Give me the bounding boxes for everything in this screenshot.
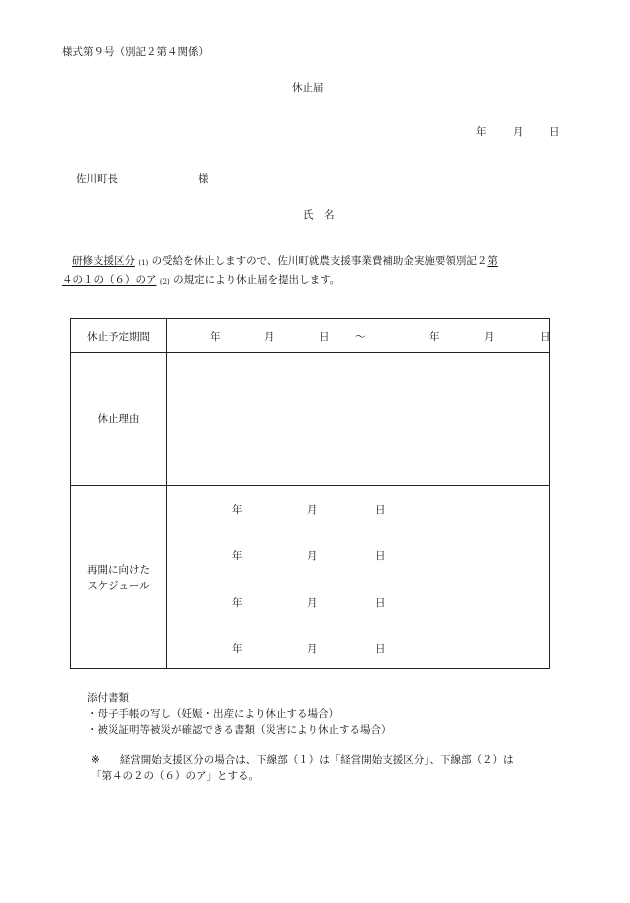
attachment-item-1: ・母子手帳の写し（妊娠・出産により休止する場合） <box>87 708 339 720</box>
document-title: 休止届 <box>292 82 324 94</box>
addressee-name: 佐川町長 <box>76 173 118 185</box>
schedule-label <box>71 562 166 594</box>
underline-part-1: 研修支援区分 <box>72 255 135 267</box>
subscript-2: (2) <box>159 278 170 286</box>
schedule-row-3-day: 日 <box>375 597 386 609</box>
note-mark: ※ <box>91 754 100 766</box>
attachment-item-2: ・被災証明等被災が確認できる書類（災害により休止する場合） <box>87 724 392 736</box>
schedule-row-2-month: 月 <box>307 550 318 562</box>
schedule-row-2-year: 年 <box>232 550 243 562</box>
body-text-2: の受給を休止しますので、佐川町就農支援事業費補助金実施要領別記２ <box>151 255 488 267</box>
period-separator: ～ <box>355 331 366 343</box>
reason-field[interactable] <box>167 353 550 485</box>
schedule-row-4-day: 日 <box>375 643 386 655</box>
suspension-table <box>70 318 550 669</box>
period-label: 休止予定期間 <box>87 331 150 343</box>
schedule-row-3-month: 月 <box>307 597 318 609</box>
note-line-2: 「第４の２の（６）のア」とする。 <box>91 770 259 782</box>
attachments-section <box>87 690 392 738</box>
schedule-row-1-day: 日 <box>375 504 386 516</box>
period-to-day: 日 <box>540 331 551 343</box>
schedule-row-2-day: 日 <box>375 550 386 562</box>
attachments-title: 添付書類 <box>87 692 129 704</box>
schedule-row-3-year: 年 <box>232 597 243 609</box>
underline-part-3: 第 <box>487 255 498 267</box>
subscript-1: (1) <box>138 259 149 267</box>
reason-label: 休止理由 <box>97 413 140 425</box>
period-to-month: 月 <box>484 331 495 343</box>
period-from-month: 月 <box>264 331 275 343</box>
form-number: 様式第９号（別記２第４関係） <box>62 46 209 58</box>
applicant-name-label: 氏 名 <box>303 209 335 221</box>
schedule-row-4-year: 年 <box>232 643 243 655</box>
schedule-row-1-year: 年 <box>232 504 243 516</box>
body-paragraph <box>62 253 562 291</box>
schedule-row-1-month: 月 <box>307 504 318 516</box>
date-year-label: 年 <box>476 126 487 138</box>
date-day-label: 日 <box>549 126 560 138</box>
period-to-year: 年 <box>429 331 440 343</box>
schedule-label-line1: 再開に向けた <box>87 564 150 576</box>
schedule-row-4-month: 月 <box>307 643 318 655</box>
addressee-honorific: 様 <box>198 173 209 185</box>
period-from-year: 年 <box>210 331 221 343</box>
underline-part-4: ４の１の（６）のア <box>62 274 157 286</box>
period-from-day: 日 <box>319 331 330 343</box>
date-month-label: 月 <box>513 126 524 138</box>
note-line-1: 経営開始支援区分の場合は、下線部（１）は「経営開始支援区分」、下線部（２）は <box>119 754 514 766</box>
schedule-label-line2: スケジュール <box>87 580 150 592</box>
row-divider <box>71 485 549 486</box>
note-section <box>91 752 571 784</box>
body-text-5: の規定により休止届を提出します。 <box>173 274 341 286</box>
